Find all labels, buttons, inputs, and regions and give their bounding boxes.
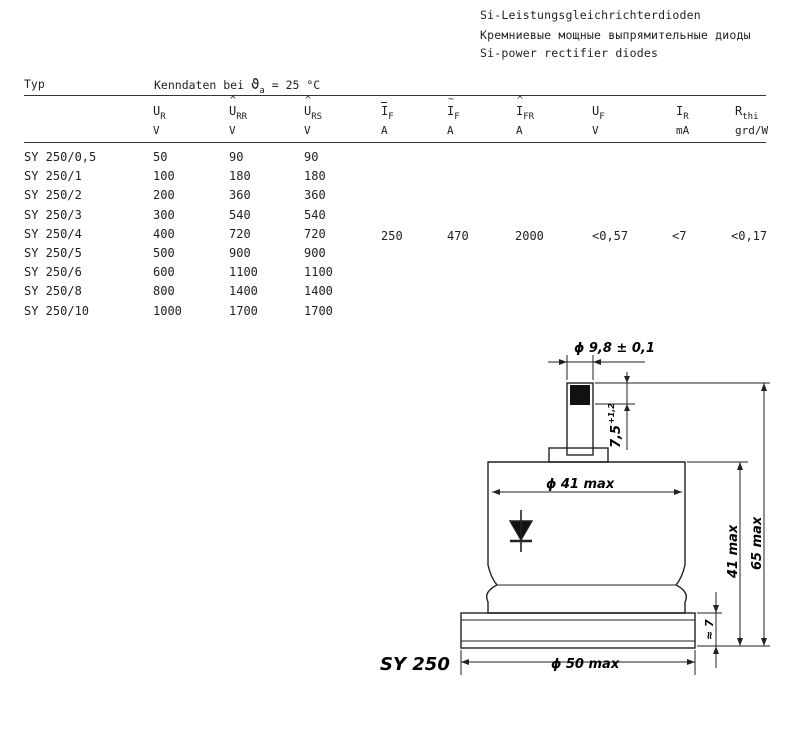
row-value-urr: 1700 (229, 303, 258, 318)
row-value-ur: 50 (153, 150, 168, 164)
column-symbol: R (735, 104, 743, 118)
row-value-ur: 400 (153, 226, 175, 241)
column-subscript: FR (523, 112, 535, 122)
row-type: SY 250/5 (24, 246, 82, 260)
theta-sub: a (259, 86, 265, 96)
row-value-urr: 90 (229, 150, 244, 164)
column-unit: V (229, 124, 236, 137)
row-value-ur: 200 (153, 188, 175, 203)
column-subscript: F (388, 112, 394, 122)
column-unit: grd/W (735, 124, 769, 137)
row-type: SY 250/4 (24, 226, 82, 241)
column-unit: V (153, 124, 160, 137)
row-value-urs: 180 (304, 169, 326, 184)
column-symbol: ~ I (447, 104, 454, 118)
theta-symbol: ϑ (250, 77, 260, 93)
column-symbol: ^ U (229, 104, 236, 118)
row-value-ur: 600 (153, 265, 175, 280)
row-value-urs: 1400 (304, 284, 333, 299)
column-subscript: F (454, 112, 460, 122)
row-type: SY 250/3 (24, 207, 82, 222)
column-symbol: I (381, 104, 389, 118)
column-unit: mA (676, 124, 690, 137)
dim-stud-tolerance: +1,2 (607, 403, 616, 424)
flange-outline (461, 613, 695, 648)
row-value-ur: 500 (153, 246, 175, 260)
kenndaten-prefix: Kenndaten bei (154, 78, 245, 92)
header-typ: Typ (24, 77, 45, 91)
drawing-label: SY 250 (380, 654, 450, 675)
title-german: Si-Leistungsgleichrichterdioden (480, 8, 701, 22)
row-type: SY 250/1 (24, 169, 82, 184)
row-value-urr: 720 (229, 226, 251, 241)
value-ifr: 2000 (515, 229, 544, 243)
column-symbol: ^ U (304, 104, 311, 118)
value-if-avg: 250 (381, 229, 403, 243)
row-value-urs: 90 (304, 150, 319, 164)
column-unit: A (516, 124, 523, 137)
row-type: SY 250/8 (24, 284, 82, 299)
column-unit: V (592, 124, 599, 137)
dim-stud-diameter: ϕ 9,8 ± 0,1 (574, 341, 655, 356)
dim-stud-length: 7,5 (609, 424, 624, 448)
row-value-urr: 900 (229, 246, 251, 260)
column-symbol: ^ I (516, 104, 523, 118)
column-subscript: RR (236, 112, 248, 122)
row-value-ur: 800 (153, 284, 175, 299)
row-value-urr: 1400 (229, 284, 258, 299)
row-value-urr: 1100 (229, 265, 258, 280)
row-type: SY 250/2 (24, 188, 82, 203)
dim-flange-diameter: ϕ 50 max (551, 657, 620, 672)
row-value-urs: 900 (304, 246, 326, 260)
title-english: Si-power rectifier diodes (480, 46, 659, 60)
dim-body-diameter: ϕ 41 max (546, 477, 615, 492)
column-unit: A (381, 124, 388, 137)
value-uf: <0,57 (592, 229, 629, 243)
kenndaten-suffix: = 25 °C (271, 78, 321, 92)
row-value-urr: 180 (229, 169, 251, 184)
row-value-urr: 360 (229, 188, 251, 203)
value-rthi: <0,17 (731, 229, 768, 243)
column-subscript: F (599, 112, 605, 122)
column-subscript: RS (311, 112, 323, 122)
column-unit: A (447, 124, 454, 137)
row-value-urs: 360 (304, 188, 326, 203)
row-value-urs: 1700 (304, 303, 333, 318)
column-unit: V (304, 124, 311, 137)
row-value-urs: 720 (304, 226, 326, 241)
title-russian: Кремниевые мощные выпрямительные диоды (480, 28, 751, 42)
dim-flange-height: ≈ 7 (703, 619, 716, 640)
value-if-rms: 470 (447, 229, 469, 243)
row-value-urs: 1100 (304, 265, 333, 280)
column-symbol: U (592, 104, 600, 118)
stud-marking (570, 385, 590, 405)
column-symbol: U (153, 104, 161, 118)
row-value-ur: 1000 (153, 303, 182, 318)
row-value-ur: 300 (153, 207, 175, 222)
row-type: SY 250/6 (24, 265, 82, 280)
column-subscript: R (160, 112, 166, 122)
row-type: SY 250/10 (24, 303, 90, 318)
column-subscript: R (683, 112, 689, 122)
row-value-urr: 540 (229, 207, 251, 222)
column-subscript: thi (742, 112, 759, 122)
column-symbol: I (676, 104, 684, 118)
row-value-ur: 100 (153, 169, 175, 184)
value-ir: <7 (672, 229, 687, 243)
row-value-urs: 540 (304, 207, 326, 222)
dim-total-height: 65 max (750, 516, 765, 570)
dim-body-height: 41 max (726, 524, 741, 578)
row-type: SY 250/0,5 (24, 150, 97, 164)
